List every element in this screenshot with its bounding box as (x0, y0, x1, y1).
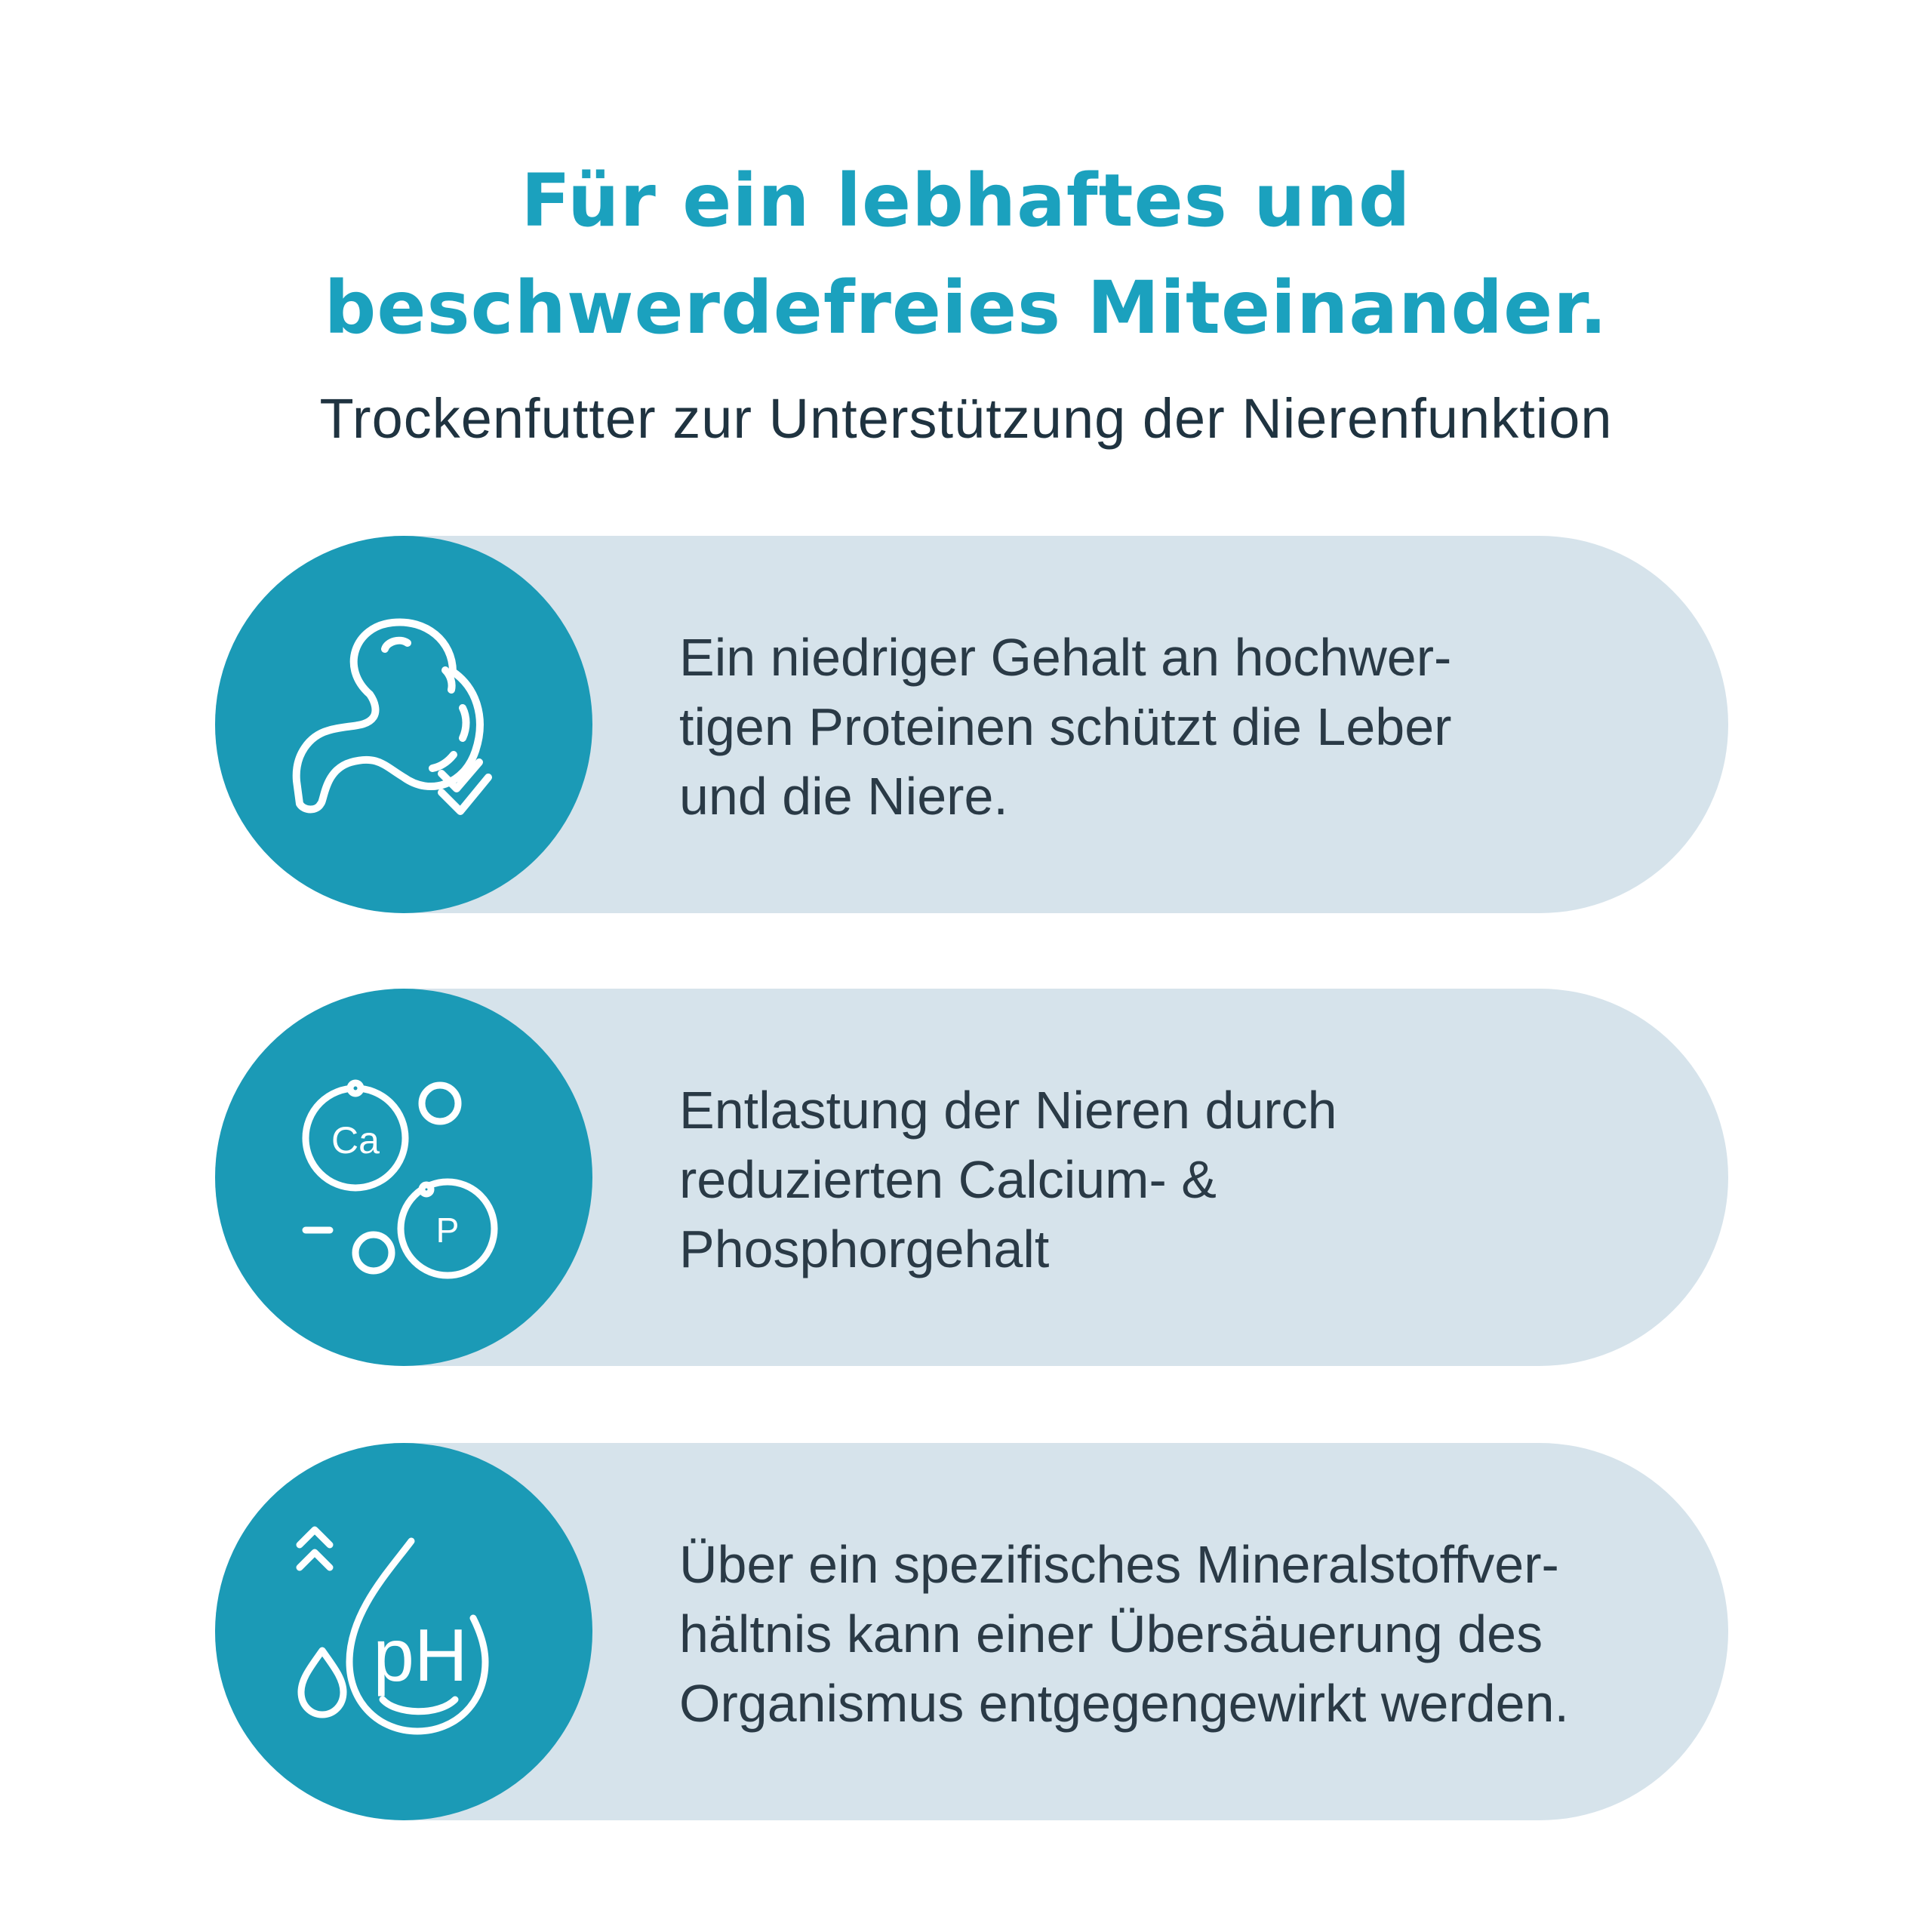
feature-icon-circle (215, 1443, 592, 1820)
feature-text (679, 623, 1683, 831)
stomach-check-icon (215, 536, 592, 913)
feature-text-line: tigen Proteinen schützt die Leber (679, 697, 1452, 756)
calcium-phosphor-icon (215, 989, 592, 1366)
feature-card-minerals (215, 989, 1728, 1366)
feature-text-line: reduzierten Calcium- & (679, 1150, 1217, 1209)
feature-card-protein (215, 536, 1728, 913)
feature-text-line: hältnis kann einer Übersäuerung des (679, 1604, 1543, 1663)
feature-text (679, 1530, 1683, 1738)
feature-text-line: und die Niere. (679, 767, 1008, 826)
page-title (0, 147, 1932, 361)
feature-icon-circle (215, 989, 592, 1366)
page-title-line-1: Für ein lebhaftes und (521, 158, 1411, 243)
feature-card-ph (215, 1443, 1728, 1820)
feature-text-line: Phosphorgehalt (679, 1220, 1050, 1278)
feature-text-line: Entlastung der Nieren durch (679, 1081, 1337, 1140)
feature-text-line: Ein niedriger Gehalt an hochwer- (679, 628, 1452, 687)
ph-drop-icon (215, 1443, 592, 1820)
calcium-label: Ca (331, 1119, 380, 1161)
feature-icon-circle (215, 536, 592, 913)
feature-text (679, 1075, 1683, 1284)
feature-text-line: Organismus entgegengewirkt werden. (679, 1674, 1569, 1733)
ph-label: pH (373, 1614, 468, 1697)
page-subtitle: Trockenfutter zur Unterstützung der Nierenfunktion (319, 387, 1613, 450)
page-title-line-2: beschwerdefreies Miteinander. (324, 266, 1608, 350)
feature-text-line: Über ein spezifisches Mineralstoffver- (679, 1535, 1559, 1594)
phosphor-label: P (435, 1211, 460, 1250)
